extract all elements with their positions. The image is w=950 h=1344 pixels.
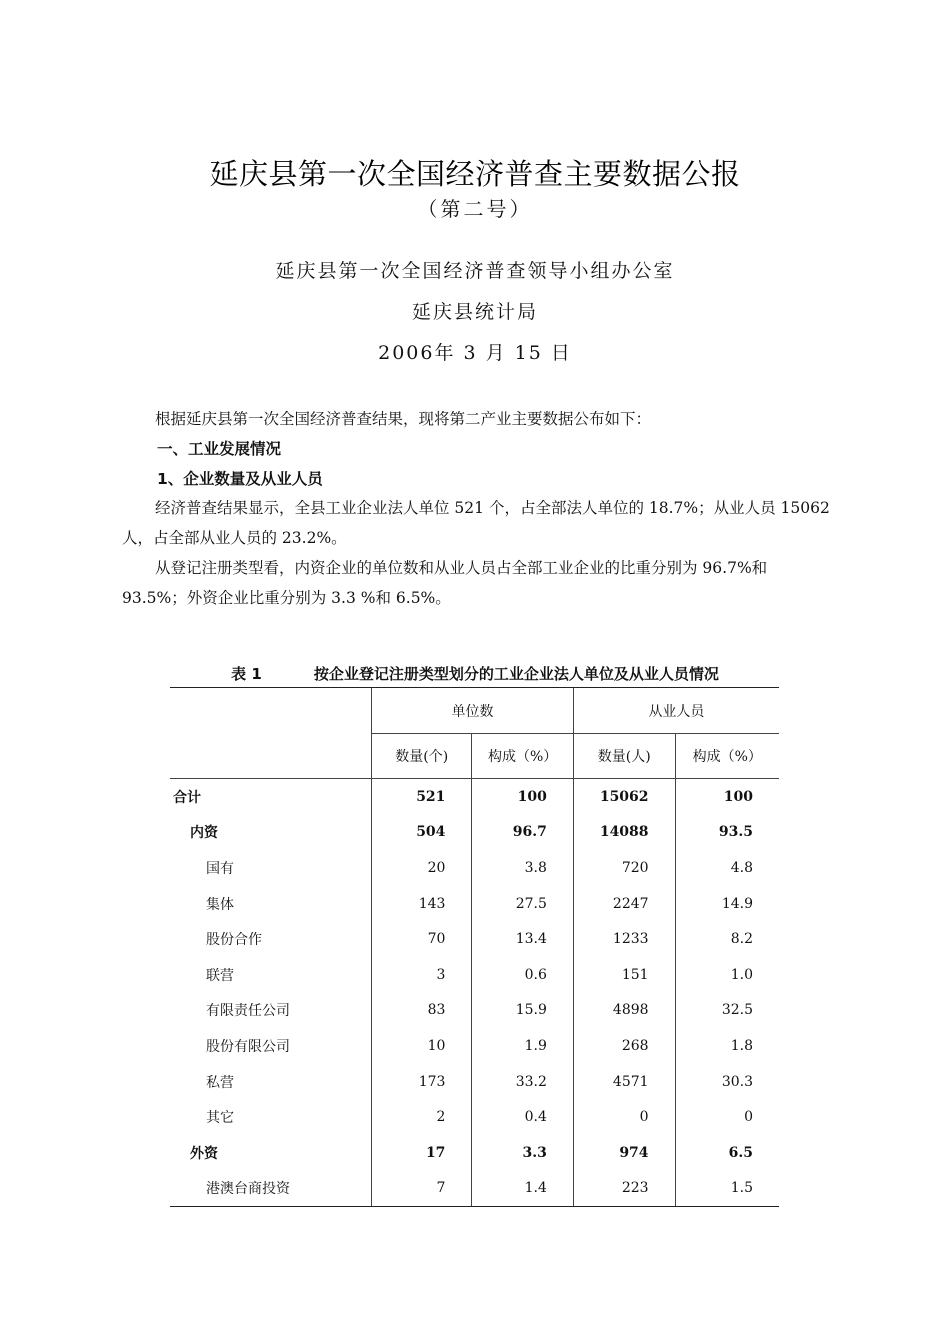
table-cell: 1.5 xyxy=(675,1171,779,1207)
table-cell: 4571 xyxy=(573,1064,675,1100)
table-row xyxy=(170,1064,779,1100)
table-row xyxy=(170,957,779,993)
column-header: 数量(个) xyxy=(372,734,472,779)
row-label: 合计 xyxy=(173,789,201,806)
table-cell: 0.6 xyxy=(472,957,573,993)
table-row xyxy=(170,779,779,815)
column-header: 数量(人) xyxy=(573,734,675,779)
table-cell: 6.5 xyxy=(675,1135,779,1171)
table-cell: 93.5 xyxy=(675,815,779,851)
table-cell: 1.9 xyxy=(472,1028,573,1064)
row-label: 港澳台商投资 xyxy=(170,1171,372,1207)
row-label: 其它 xyxy=(206,1110,234,1127)
table-cell: 173 xyxy=(372,1064,472,1100)
table-cell: 15.9 xyxy=(472,993,573,1029)
table-cell: 3.3 xyxy=(472,1135,573,1171)
table-cell: 0.4 xyxy=(472,1099,573,1135)
table-cell: 974 xyxy=(573,1135,675,1171)
table-cell: 3 xyxy=(372,957,472,993)
table-cell: 10 xyxy=(372,1028,472,1064)
row-label: 内资 xyxy=(190,825,218,842)
table-cell: 1.0 xyxy=(675,957,779,993)
table-cell: 7 xyxy=(372,1171,472,1207)
group-header-employees: 从业人员 xyxy=(573,688,779,734)
table-cell: 268 xyxy=(573,1028,675,1064)
table-cell: 20 xyxy=(372,850,472,886)
column-header: 构成（%） xyxy=(675,734,779,779)
table-cell: 504 xyxy=(372,815,472,851)
table-cell: 143 xyxy=(372,886,472,922)
table-cell: 2 xyxy=(372,1099,472,1135)
table-cell: 33.2 xyxy=(472,1064,573,1100)
issuer-bureau: 延庆县统计局 xyxy=(411,301,538,323)
table-cell: 100 xyxy=(675,779,779,815)
table-corner-cell xyxy=(170,688,372,779)
publish-date: 2006年 3 月 15 日 xyxy=(378,342,572,364)
table-cell: 521 xyxy=(372,779,472,815)
row-label: 国有 xyxy=(206,860,234,877)
table-row xyxy=(170,815,779,851)
table-cell: 2247 xyxy=(573,886,675,922)
row-label: 外资 xyxy=(190,1145,218,1162)
row-label: 私营 xyxy=(206,1074,234,1091)
table-cell: 0 xyxy=(675,1099,779,1135)
table-cell: 100 xyxy=(472,779,573,815)
row-label: 有限责任公司 xyxy=(206,1003,290,1020)
column-header: 构成（%） xyxy=(472,734,573,779)
table-row xyxy=(170,1135,779,1171)
intro-paragraph: 根据延庆县第一次全国经济普查结果，现将第二产业主要数据公布如下： xyxy=(155,410,652,428)
table-cell: 83 xyxy=(372,993,472,1029)
table-row xyxy=(170,1171,779,1207)
sub-heading: 1、企业数量及从业人员 xyxy=(157,470,323,488)
section-heading: 一、工业发展情况 xyxy=(157,440,282,458)
table-cell: 27.5 xyxy=(472,886,573,922)
table-row xyxy=(170,850,779,886)
row-label: 股份有限公司 xyxy=(206,1038,290,1055)
table-cell: 4898 xyxy=(573,993,675,1029)
row-label: 股份合作 xyxy=(206,932,262,949)
table-cell: 17 xyxy=(372,1135,472,1171)
table-cell: 1.8 xyxy=(675,1028,779,1064)
table-row xyxy=(170,886,779,922)
table-row xyxy=(170,993,779,1029)
table-cell: 15062 xyxy=(573,779,675,815)
table-cell: 13.4 xyxy=(472,921,573,957)
paragraph-2: 从登记注册类型看，内资企业的单位数和从业人员占全部工业企业的比重分别为 96.7%和 93.5%；外资企业比重分别为 3.3 %和 6.5%。 xyxy=(122,559,768,607)
table-title: 按企业登记注册类型划分的工业企业法人单位及从业人员情况 xyxy=(313,665,719,683)
table-cell: 8.2 xyxy=(675,921,779,957)
table-group-header-row xyxy=(170,688,779,734)
table-cell: 0 xyxy=(573,1099,675,1135)
document-subtitle: （第二号） xyxy=(417,197,533,221)
table-caption xyxy=(170,663,780,684)
row-label: 集体 xyxy=(206,896,234,913)
table-row xyxy=(170,1099,779,1135)
table-row xyxy=(170,1028,779,1064)
document-title: 延庆县第一次全国经济普查主要数据公报 xyxy=(209,157,741,191)
table-cell: 30.3 xyxy=(675,1064,779,1100)
row-label: 联营 xyxy=(206,967,234,984)
group-header-units: 单位数 xyxy=(372,688,574,734)
table-cell: 3.8 xyxy=(472,850,573,886)
table-row xyxy=(170,921,779,957)
table-cell: 96.7 xyxy=(472,815,573,851)
table-cell: 1.4 xyxy=(472,1171,573,1207)
issuer-office: 延庆县第一次全国经济普查领导小组办公室 xyxy=(275,260,675,282)
paragraph-1: 经济普查结果显示，全县工业企业法人单位 521 个，占全部法人单位的 18.7%；从业人员 15062 人，占全部从业人员的 23.2%。 xyxy=(122,499,830,547)
data-table xyxy=(170,687,779,1207)
table-cell: 720 xyxy=(573,850,675,886)
table-cell: 14.9 xyxy=(675,886,779,922)
table-cell: 32.5 xyxy=(675,993,779,1029)
table-cell: 1233 xyxy=(573,921,675,957)
table-cell: 70 xyxy=(372,921,472,957)
table-cell: 14088 xyxy=(573,815,675,851)
table-cell: 223 xyxy=(573,1171,675,1207)
table-cell: 4.8 xyxy=(675,850,779,886)
table-number: 表 1 xyxy=(231,665,262,683)
table-cell: 151 xyxy=(573,957,675,993)
